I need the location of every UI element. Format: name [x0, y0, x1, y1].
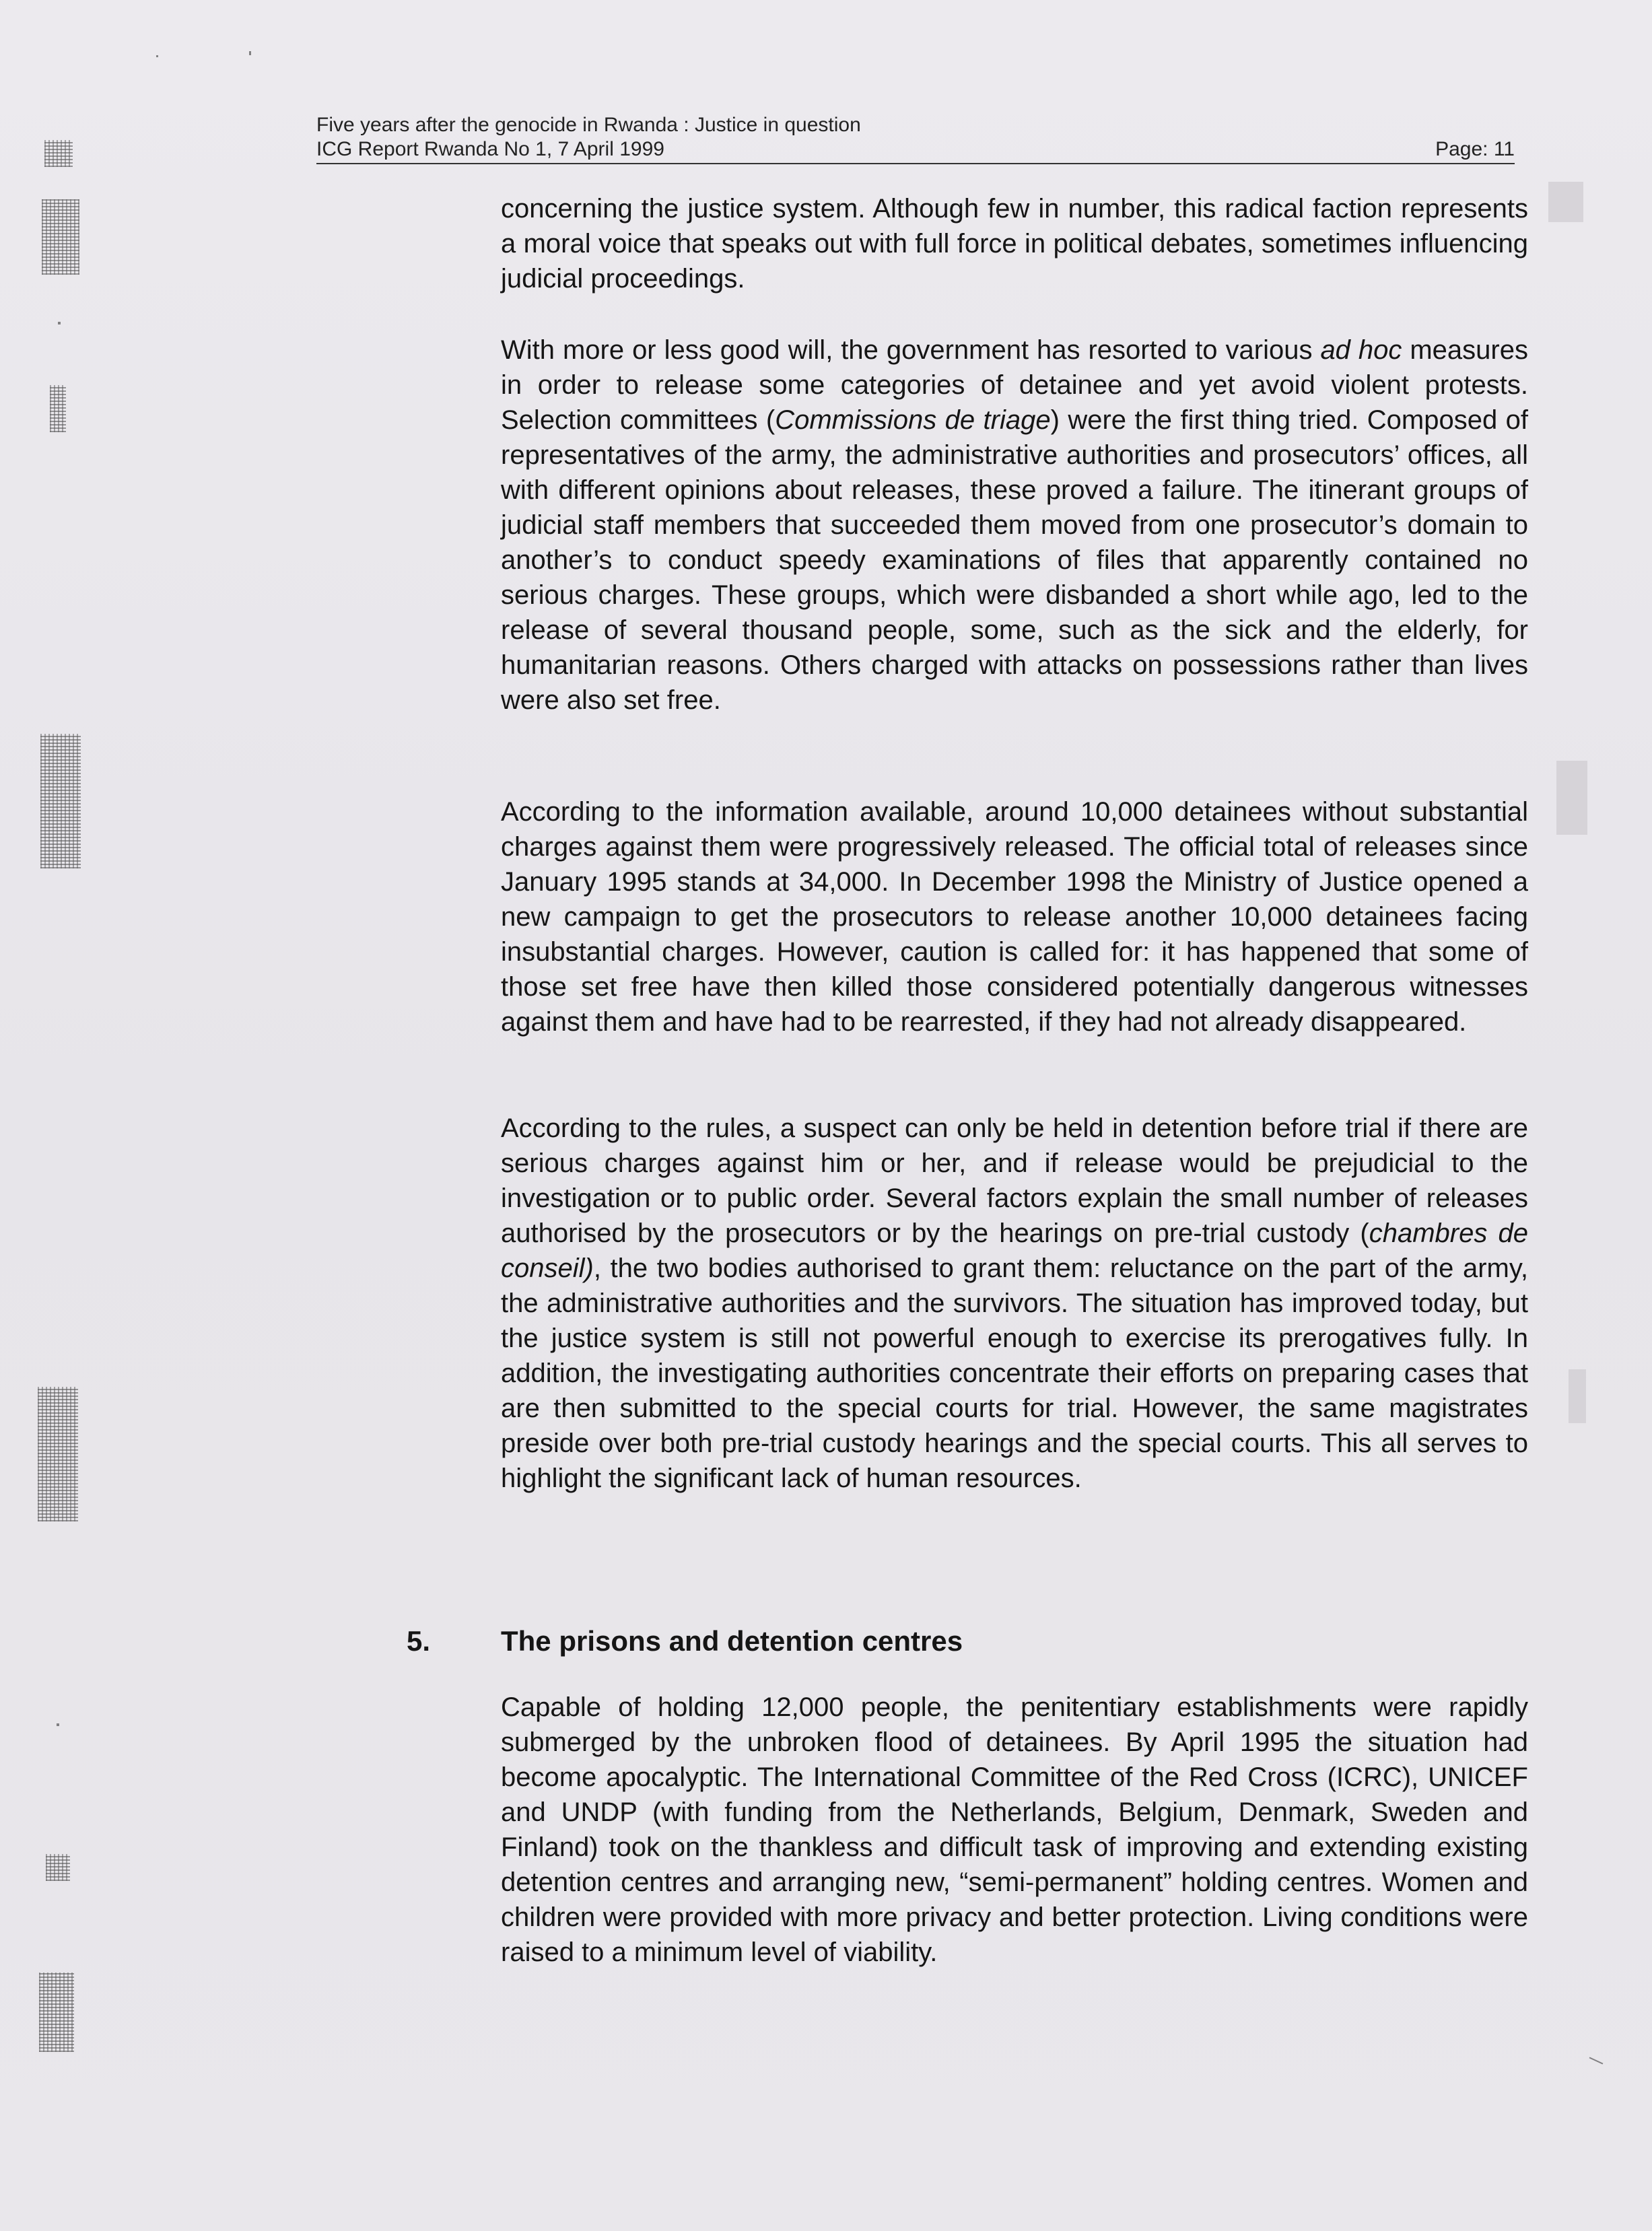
margin-scan-artifact: [42, 199, 79, 275]
margin-scan-artifact: [46, 1854, 70, 1881]
text-run: , the two bodies authorised to grant them: reluctance on the part of the army, the administrative authorities and the survivors. The situation has improved today, but the justice system is still not powerful enough to exercise its prerogatives fully. In addition, the investigating authorities concentrate their efforts on preparing cases that are then submitted to the special courts for trial. However, the same magistrates preside over both pre-trial custody hearings and the special courts. This all serves to highlight the significant lack of human resources.: [501, 1254, 1528, 1493]
margin-scan-artifact: [1556, 761, 1587, 835]
page-header: [316, 113, 1515, 162]
paragraph-text: [501, 1111, 1528, 1496]
paragraph-detention-rules: [501, 1111, 1528, 1496]
paragraph-text: concerning the justice system. Although few in number, this radical faction represents a moral voice that speaks out with full force in political debates, sometimes influencing judicial proceedings.: [501, 194, 1528, 294]
margin-scan-artifact: [57, 1723, 59, 1726]
italic-term: Commissions de triage: [775, 405, 1051, 435]
paragraph-continuation: [501, 191, 1528, 296]
margin-scan-artifact: [1548, 182, 1583, 222]
paragraph-prisons: [501, 1690, 1528, 1970]
margin-scan-artifact: [58, 322, 61, 324]
italic-term: ad hoc: [1320, 335, 1402, 365]
text-run: With more or less good will, the government has resorted to various: [501, 335, 1321, 365]
text-run: measures in order to release some categories of detainee and yet avoid violent protests. Selection committees (: [501, 335, 1528, 435]
paragraph-releases-figures: [501, 794, 1528, 1039]
section-heading: The prisons and detention centres: [501, 1625, 963, 1657]
margin-scan-artifact: [249, 51, 251, 55]
margin-scan-artifact: [156, 55, 158, 57]
paragraph-text: [501, 333, 1528, 718]
margin-scan-artifact: [1589, 2057, 1604, 2064]
margin-scan-artifact: [38, 1387, 78, 1521]
italic-term: chambres de conseil): [501, 1219, 1528, 1283]
margin-scan-artifact: [44, 140, 73, 167]
paragraph-text: Capable of holding 12,000 people, the penitentiary establishments were rapidly submerged by the unbroken flood of detainees. By April 1995 the situation had become apocalyptic. The International Committee of the Red Cross (ICRC), UNICEF and UNDP (with funding from the Netherlands, Belgium, Denmark, Sweden and Finland) took on the thankless and difficult task of improving and extending existing detention centres and arranging new, “semi-permanent” holding centres. Women and children were provided with more privacy and better protection. Living conditions were raised to a minimum level of viability.: [501, 1692, 1528, 1967]
document-title: Five years after the genocide in Rwanda : Justice in question: [316, 114, 861, 136]
margin-scan-artifact: [1569, 1369, 1586, 1423]
text-run: According to the rules, a suspect can only be held in detention before trial if there are serious charges against him or her, and if release would be prejudicial to the investigation or to public order. Several factors explain the small number of releases authorised by the prosecutors or by the hearings on pre-trial custody (: [501, 1113, 1528, 1248]
header-divider: [316, 163, 1515, 164]
text-run: ) were the first thing tried. Composed of representatives of the army, the administrative authorities and prosecutors’ offices, all with different opinions about releases, these proved a failure. The itinerant groups of judicial staff members that succeeded them moved from one prosecutor’s domain to another’s to conduct speedy examinations of files that apparently contained no serious charges. These groups, which were disbanded a short while ago, led to the release of several thousand people, some, such as the sick and the elderly, for humanitarian reasons. Others charged with attacks on possessions rather than lives were also set free.: [501, 405, 1528, 715]
margin-scan-artifact: [40, 734, 81, 868]
section-number: 5.: [407, 1625, 431, 1657]
page-number: Page: 11: [1435, 138, 1515, 160]
margin-scan-artifact: [50, 385, 66, 432]
paragraph-release-measures: [501, 333, 1528, 718]
margin-scan-artifact: [39, 1972, 74, 2052]
report-reference: ICG Report Rwanda No 1, 7 April 1999: [316, 138, 664, 160]
paragraph-text: According to the information available, around 10,000 detainees without substantial charges against them were progressively released. The official total of releases since January 1995 stands at 34,000. In December 1998 the Ministry of Justice opened a new campaign to get the prosecutors to release another 10,000 detainees facing insubstantial charges. However, caution is called for: it has happened that some of those set free have then killed those considered potentially dangerous witnesses against them and have had to be rearrested, if they had not already disappeared.: [501, 797, 1528, 1037]
